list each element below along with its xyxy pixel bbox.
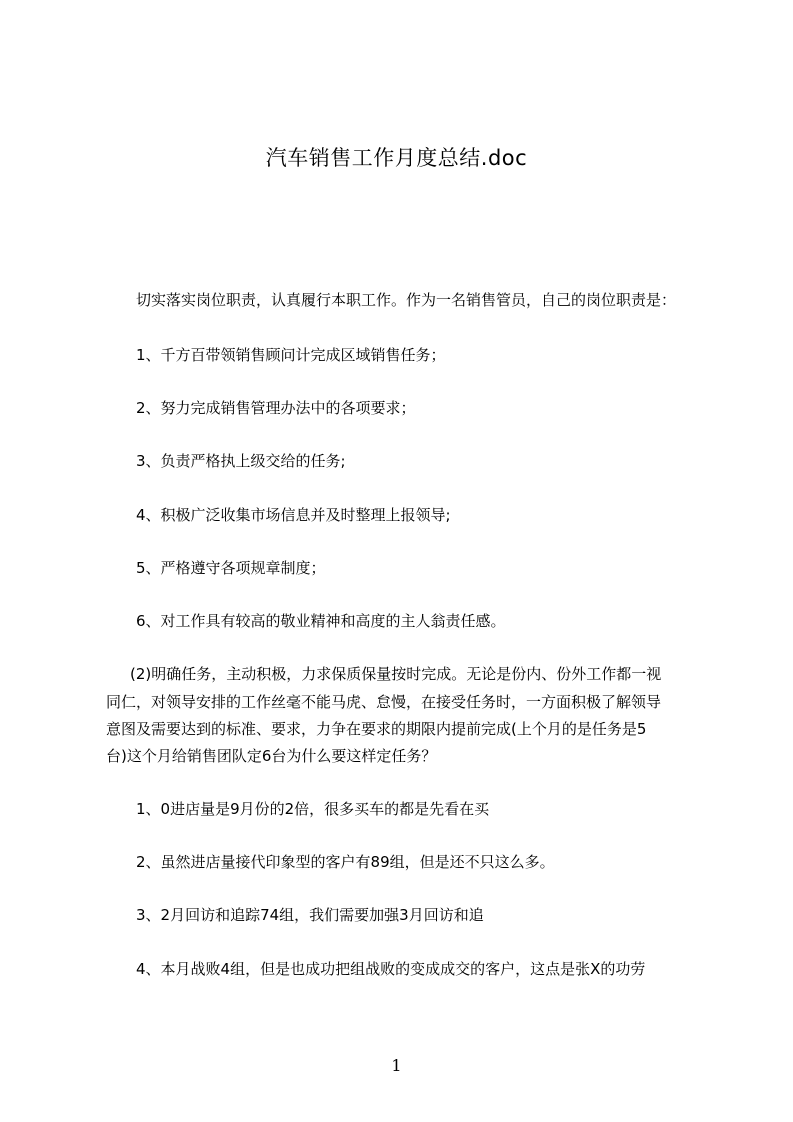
document-title: 汽车销售工作月度总结.doc xyxy=(265,146,528,170)
task-paragraph-line-3: 意图及需要达到的标准、要求，力争在要求的期限内提前完成(上个月的是任务是5 xyxy=(106,720,647,738)
reason-item-4: 4、本月战败4组，但是也成功把组战败的变成成交的客户，这点是张X的功劳 xyxy=(136,960,646,978)
duty-item-1: 1、千方百带领销售顾问计完成区域销售任务； xyxy=(136,346,446,364)
duty-item-2: 2、努力完成销售管理办法中的各项要求； xyxy=(136,399,416,417)
duty-item-3: 3、负责严格执上级交给的任务; xyxy=(136,452,346,470)
page-number: 1 xyxy=(391,1056,402,1075)
task-paragraph-line-1: (2)明确任务，主动积极，力求保质保量按时完成。无论是份内、份外工作都一视 xyxy=(130,665,662,683)
duty-item-4: 4、积极广泛收集市场信息并及时整理上报领导; xyxy=(136,506,451,524)
task-paragraph-line-4: 台)这个月给销售团队定6台为什么要这样定任务？ xyxy=(106,747,437,765)
duty-item-5: 5、严格遵守各项规章制度； xyxy=(136,559,326,577)
reason-item-3: 3、2月回访和追踪74组，我们需要加强3月回访和追 xyxy=(136,906,484,924)
task-paragraph-line-2: 同仁，对领导安排的工作丝毫不能马虎、怠慢，在接受任务时，一方面积极了解领导 xyxy=(106,693,662,711)
duty-item-6: 6、对工作具有较高的敬业精神和高度的主人翁责任感。 xyxy=(136,612,506,630)
intro-paragraph: 切实落实岗位职责，认真履行本职工作。作为一名销售管员，自己的岗位职责是： xyxy=(136,291,677,309)
reason-item-1: 1、0进店量是9月份的2倍，很多买车的都是先看在买 xyxy=(136,800,490,818)
reason-item-2: 2、虽然进店量接代印象型的客户有89组，但是还不只这么多。 xyxy=(136,853,555,871)
